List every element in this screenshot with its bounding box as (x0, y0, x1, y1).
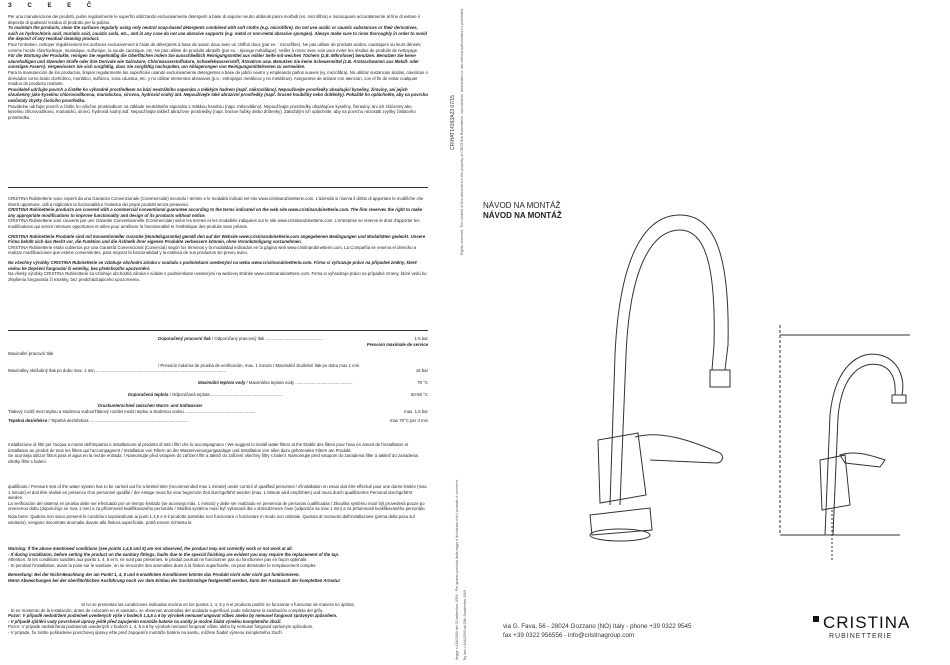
warning-section (8, 546, 428, 584)
manual-title: NÁVOD NA MONTÁŽ (483, 201, 561, 210)
filters-p1: Installazione di filtri per l'acqua a monte dell'impianto e installazione al prodotto di tutti i filtri che lo accompagnano / We suggest to install water filters at the Etablir des filtres pour l'eau en amont de l'installation et installation au produit de tous les filtres qui l'accompagnent / Installation von Filtern an der Wasserversorgungsanlage und Installation von allen dazu gehörenden Filtern am Produkt. (8, 442, 409, 453)
warranty-section (8, 196, 428, 282)
warranty-es: CRISTINA Rubinetterie están cubiertos por una Garantía Convencional (Comercial) según los términos y la modalidad indicados en la página web www.cristinarubinetterie.com. La Compañía se reserva el derecho a realizar modificaciones que estime convenientes, para mejorar la funcionalidad y la estética de sus productos sin previo aviso. (8, 244, 417, 256)
warranty-de: CRISTINA Rubinetterie Produkte sind mit konventioneller Garantie (Handelsgarantie) gemäß den auf der Website www.cristinarubinetterie.com angegebenen Bedingungen und Modalitäten gedeckt. Unsere Firma behält sich das Recht vor, die Funktion und die Ästhetik ihrer eigenen Produkte verbessern können, ohne Vorankündigung vorzunehmen. (8, 233, 426, 245)
document-code: CRIHAT14393A23 07/15 (450, 95, 456, 150)
care-fr: Pour l'entretien, nettoyer régulièrement les surfaces exclusivement à l'aide de détergents à base de savon doux avec un chiffon doux (par ex. : microfibre). Ne pas utiliser de produits acides, caustiques ou leurs dérivés, comme l'acide chlorhydrique, muriatique, sulfurique, la soude caustique, etc. Ne pas utiliser de produits abrasifs (par ex. : éponge métallique). Veiller à rincer avec soin pour éviter les résidus de produits de nettoyage. (8, 41, 422, 53)
spec-rec-temp-label: Doporučená teplota (128, 391, 169, 397)
spec-max-pressure-fr: Pression maximale de service (366, 341, 428, 347)
specs-section: Doporučený pracovní tlak / Odporúčaný pracovný tlak ................................................ 1-5 bar Pression maximale de service Maximální pracovní tlak / Pressión máxima de prueba de verificación, max. 1 minuto / Maximální zkušební tlak po dobu max 1 min Maximálny skúšobný tlak po dobu max. 1 min ............................................................................................................. 16 bar Maximální teplota vody / Maximálna teplota vody ................................................ 70 °C Doporučená teplota / Odporúčaná teplota ............................................................ 50-60 °C Druckunterschied zwischen Warm- und Kaltwasser Tlakový rozdíl mezi teplou a studenou vodou/Tlakový rozdiel medzi teplou a studenou vodou ........................................................... max. 1,5 bar Tepelná dezinfekce / Tepelná dezinfekcia ................................................................................... max 70°C per 4 min (8, 336, 428, 424)
header-glyph: Е (67, 3, 75, 9)
spec-pressure-diff-value: max. 1,5 bar (404, 408, 428, 414)
care-de: Für die Wartung der Produkte, reinigen Sie regelmäßig die Oberflächen indem Sie ausschließlich Reinigungsmittel aus milder Seife mit weichen Tüchern (z.B. Mikrofaser) benutzen. Benutzen Sie keine säurehaltigen und ätzenden Stoffe oder ihre Derivate wie Salzsäure, Chlorwasserstoffsäure, Schwefelwasserstoff, Ätznatron usw. Benutzen Sie keine Scheuermittel (z.B. Kratzschwamm aus Metall- oder sonstigen Fasern). Vergewissern Sie sich sorgfältig, dass Sie sorgfältig nachspülen, um Ablagerungen von Reinigungsmittelresten zu vermeiden. (8, 53, 419, 70)
care-sk: Pravidelne udržujte povrch a čistite ho výlučne prostriedkom na základe neutrálneho saponátu s mäkkou handrou (napr. mikrovlákno). Nepoužívajte prostriedky obsahujúce kyseliny, žieraviny, ani ich zlúčeniny ako kyselinu chlorovodíkovú, muriatickú, sírovú, hydroxid sodný atď. Nepoužívajte taktiež abrazívne prostriedky (napr. brúsne hubky alebo drôtenky). Zakaždým ich opláchnite, aby na povrchu nezostali zvyšky čistiaceho prostriedku. (8, 103, 416, 120)
side-aerator (892, 395, 906, 403)
logo-name: CRISTINA (823, 613, 911, 632)
warning-p6: Wenn Abweichungen bei der oberflächlichen Ausführung noch vor dem Einbau der Sanitäranlage festgestellt werden, kann der Austausch der kompletten Armatur (8, 577, 341, 583)
spec-disinfection-label: Tepelná dezinfekce (8, 418, 48, 424)
warning-p2: - If during installation, before setting the product on the sanitary fittings, faults due to the special finishing are evident you may require the replacement of the tap. (8, 551, 340, 557)
spec-disinfection-value: max 70°C per 4 min (389, 418, 428, 424)
spec-disinfection-rest: / Tepelná dezinfekcia (48, 418, 89, 424)
spout-outline (610, 215, 728, 505)
final-p5: Pozor: V prípade nedodržania podmienok uvedených v bodoch 1, 4, 5 a 6 by výrobok nemusel fungovať vôbec alebo by nemusel fungovať správnym spôsobom. (8, 624, 314, 630)
warning-p5: Bemerkung: Bei der Nicht-Beachtung der am Punkt 1, 4, 5 und 6 erwähnten Konditionen könnte das Produkt nicht oder nicht gut funktionieren. (8, 572, 300, 578)
final-p1: Si no se presentan las condiciones indicadas encima en los puntos 1, 4, 5 y 6 el producto podría no funcionar o funcionar de manera no óptima. (81, 602, 355, 607)
care-en: To maintain the products, clean the surfaces regularly using only neutral soap-based detergents combined with soft cloths (e.g. microfibre). Do not use acidic or caustic substances or their derivatives, such as hydrochloric acid, muriatic acid, caustic soda, etc., and in any case do not use abrasive supports (e.g. metal or non-metal abrasive sponges). Always make sure to rinse thoroughly in order to avoid the deposit of any residual cleaning product. (8, 25, 427, 42)
footer (503, 622, 692, 640)
faucet-drawing (540, 205, 920, 565)
spec-max-pressure-cs: Maximální pracovní tlak (8, 351, 54, 357)
footer-address: via G. Fava, 56 - 28024 Gozzano (NO) Italy - phone +39 0322 9545 (503, 623, 692, 630)
rights-note: Rights reserved. The content of this document is the property of CRISTINA Rubinetterie; reproduction, distribution or use without authorization is prohibited. (460, 8, 464, 255)
care-cs: Pravidelně udržujte povrch a čistěte ho výhradně prostředkem na bázi neutrálního saponátu a měkkým hadrem (např. mikrovlákno). Nepoužívejte prostředky obsahující kyseliny, žíraviny, ani jejich sloučeniny jako kyselinu chlorovodíkovou, muriatickou, sírovou, hydroxid sodný atd. Nepoužívejte také abrazivní prostředky (např. brusné houbičky nebo drátěnky). Pokaždé ho opláchněte, aby na povrchu nezůstaly zbytky čisticího prostředku. (8, 86, 428, 103)
qualification-section (8, 484, 428, 525)
divider (8, 187, 428, 188)
spec-rec-temp-value: 50-60 °C (410, 391, 428, 397)
qualification-p2: La verificación del sistema en prueba debe ser efectuado por un tiempo limitado (se aconseja máx. 1 minuto) y debe ser realizado en presencia de personas cualificadas / Zkouška systému musí být provedená pouze po omezenou dobu (doporučuje se max 1 min) a za přítomnosti kvalifikovaného personálu / Skúška systému musí byť vykonaná iba v obmedzenom čase (odporúča sa max 1 min) a za prítomnosti kvalifikovaného personálu. (8, 500, 426, 512)
care-es: Para la manutención de los productos, limpiar regularmente las superficies usando exclusivamente detergentes a base de jabón neutro y empleando paños suaves (ej. microfibra). No utilizar sustancias ácidas, cáusticas o derivados como ácido clorhídrico, muriático, sulfúrico, sosa cáustica, etc. y no utilizar elementos abrasivos (p.e.: estropajos metálicos y no metálicos). Asegurarse de aclarar con atención, con el fin de evitar cualquier residuo de producto restante. (8, 69, 428, 87)
section-header-glyphs (8, 3, 102, 9)
header-glyph: С (27, 3, 35, 9)
side-spout-inner (833, 364, 895, 535)
qualification-p3: Nota bene: Qualora non siano presenti le condizioni sopraindicate ai punti 1,4,5 e 6 il prodotto potrebbe non funzionare o funzionare in modo non ottimale. Qualora al momento dell'installazione (prima della posa sul sanitario), vengano riscontrate anomalie dovute alla finitura superficiale, potrà essere richiesta la (8, 513, 415, 525)
side-lever (840, 453, 885, 467)
warranty-cs: Na všechny výrobky CRISTINA Rubinetterie se vztahuje obchodní záruka v souladu s podmínkami uvedenými na webu www.cristinarubinetterie.com. Firma si vyhrazuje právo na případné změny, které vedou ke zlepšení fungování či estetiky, bez předchozího upozornění. (8, 259, 417, 271)
header-glyph: Е (47, 3, 55, 9)
final-p4: - V případě zjištění vady povrchové úpravy ještě před zapojením montáže baterie na sanity je možné žádat výměnu kompletního zboží. (8, 618, 282, 624)
base-ring (590, 529, 650, 541)
spec-max-temp-value: 70 °C (417, 379, 428, 385)
care-section (8, 14, 428, 120)
spec-pressure-label: Doporučený pracovní tlak (158, 336, 211, 341)
footer-fax: fax +39 0322 956556 - info@cristinagroup.com (503, 632, 635, 639)
spec-pressure-diff-de: Druckunterschied zwischen Warm- und Kaltwasser (98, 403, 203, 409)
warning-p4: - Si pendant l'installation, avant la pose sur le sanitaire, on se rencontre des anomalies dues à la finition superficielle, on peut demander le remplacement complet. (8, 562, 317, 568)
final-p2: - Si en momento de la instalación, antes de colocarlo en el sanitario, se observan anomalías del acabado superficial, pude solicitarse la sustitución completa del grifo. (8, 607, 324, 613)
filters-section (8, 442, 428, 464)
header-glyph: З (8, 3, 15, 9)
warning-p3: Attention: Si les conditions susdites aux points 1, 4, 5 et 6, ne sont pas présentes, le produit pourrait ne fonctionner pas ou fonctionner pas en façon optimale. (8, 557, 308, 563)
aerator-outline (710, 370, 730, 387)
brand-logo (813, 613, 910, 640)
manual-title-bold: NÁVOD NA MONTÁŽ (483, 211, 562, 220)
spec-rec-temp-rest: / Odporúčaná teplota (169, 391, 210, 397)
logo-subtitle: RUBINETTERIE (829, 633, 893, 640)
warranty-it: CRISTINA Rubinetterie sono coperti da una Garanzia Convenzionale (Commerciale) secondo i termini e le modalità indicati nel sito www.cristinarubinetterie.com. L'azienda si riserva il diritto di apportare le modifiche che riterrà opportune, utili a migliorare la funzionalità e l'estetica dei propri prodotti senza preavviso. (8, 196, 424, 207)
spec-test-pressure-value: 16 bar (415, 368, 428, 374)
legal-note-en: By law n.166/2009 dd 25th September 2009 (463, 589, 467, 660)
warranty-en: CRISTINA Rubinetterie products are covered with a commercial conventional guarantee according to the terms indicated on the web site www.cristinarubinetterie.com. The firm reserves the right to make any appropriate modifications to improve functionality and design of its products without notice. (8, 207, 423, 218)
spec-pressure-diff: Tlakový rozdíl mezi teplou a studenou vodou/Tlakový rozdiel medzi teplou a studenou vodou (8, 408, 184, 414)
logo-square-icon (813, 616, 819, 622)
spout-inner-outline (620, 230, 714, 505)
final-section (8, 602, 428, 636)
header-glyph: Č (86, 3, 95, 9)
warranty-fr: CRISTINA Rubinetterie sont couverts par une Garantie Conventionnelle (Commerciale) selon les termes et les modalités indiquées sur le site www.cristinarubinetterie.com. L'entreprise se réserve le droit d'apporter les modifications qui seront retenues opportunes et utiles pour améliorer la fonctionnalité et l'esthétique des produits sans préavis. (8, 218, 420, 229)
lever-outline (635, 435, 723, 463)
spec-max-temp-rest: / Maximálna teplota vody (246, 379, 295, 385)
spec-test-pressure-sk: Maximálny skúšobný tlak po dobu max. 1 min (8, 368, 95, 374)
spec-pressure-value: 1-5 bar (414, 336, 428, 341)
final-p6: - V prípade, že zistíte poškodenie povrchovej úpravy ešte pred zapojením montáže batérie na sanitu, môžete žiadať výmenu kompletného zboží. (8, 629, 283, 635)
filters-p2: Se aconseja utilizar filtros para el agua en la red de entrada. / Namontujte před vstupem do zařízení filtr a taktéž do zařízení všechny filtry s balení. Namontujte pred vstupom do zariadenia filter a taktiež do zariadenia všetky filtre s balení. (8, 453, 418, 464)
warning-p1: Warning: If the above mentioned conditions (see points 1,4,5 and 6) are not observed, the product may not correctly work or not work at all. (8, 546, 293, 551)
spec-pressure-rest: / Odporúčaný pracovný tlak (211, 336, 265, 341)
final-p3: Pozor: V případě nedodržení podmínek uvedených výše v bodech 1,4,5 a 6 by výrobek nemusel ungovat vůbec anebo by nemusel fungovat správným způsobem. (8, 613, 338, 619)
legal-note: Ilegge n.166/2009 del 25 settembre 2009 - Per quanto previsto dalla legge è dichiarato che il prodotto è conforme (455, 479, 459, 660)
warranty-sk: Na všetky výrobky CRISTINA Rubinetterie sa vzťahuje obchodná záruka v súlade s podmienkami uvedenými na webovej stránke www.cristinarubinetterie.com. Firma si vyhradzuje právo na prípadné zmeny, ktoré vedú ku zlepšeniu fungovania či estetiky, bez predchádzajúceho upozornenia. (8, 271, 427, 282)
spec-test-pressure: / Pressión máxima de prueba de verificación, max. 1 minuto / Maximální zkušební tlak po dobu max 1 min (158, 362, 360, 368)
care-it: Per una manutenzione dei prodotti, pulire regolarmente le superfici utilizzando esclusivamente detergenti a base di sapone neutro abbinati panni morbidi (es. microfibra) e risciacquare accuratamente al fine di evitare il deposito di qualsiasi residuo di prodotto per la pulizia. (8, 14, 420, 25)
divider (8, 330, 428, 331)
spec-max-temp-label: Maximální teplota vody (198, 379, 246, 385)
qualification-p1: qualificato / Pressure test of the water system has to be carried out for a limited time (recommended max 1 minute) under control of qualified personnel / d'installation en essai doit être effectué pour une durée limitée (max 1 minute) et doit être réalisé en présence d'un personnel qualifié / der Anlage muss für eine begrenzte Zeit durchgeführt werden (max. 1 Minute wird empfohlen) und muss durch qualifiziertes Personal durchgeführt werden. (8, 484, 427, 501)
